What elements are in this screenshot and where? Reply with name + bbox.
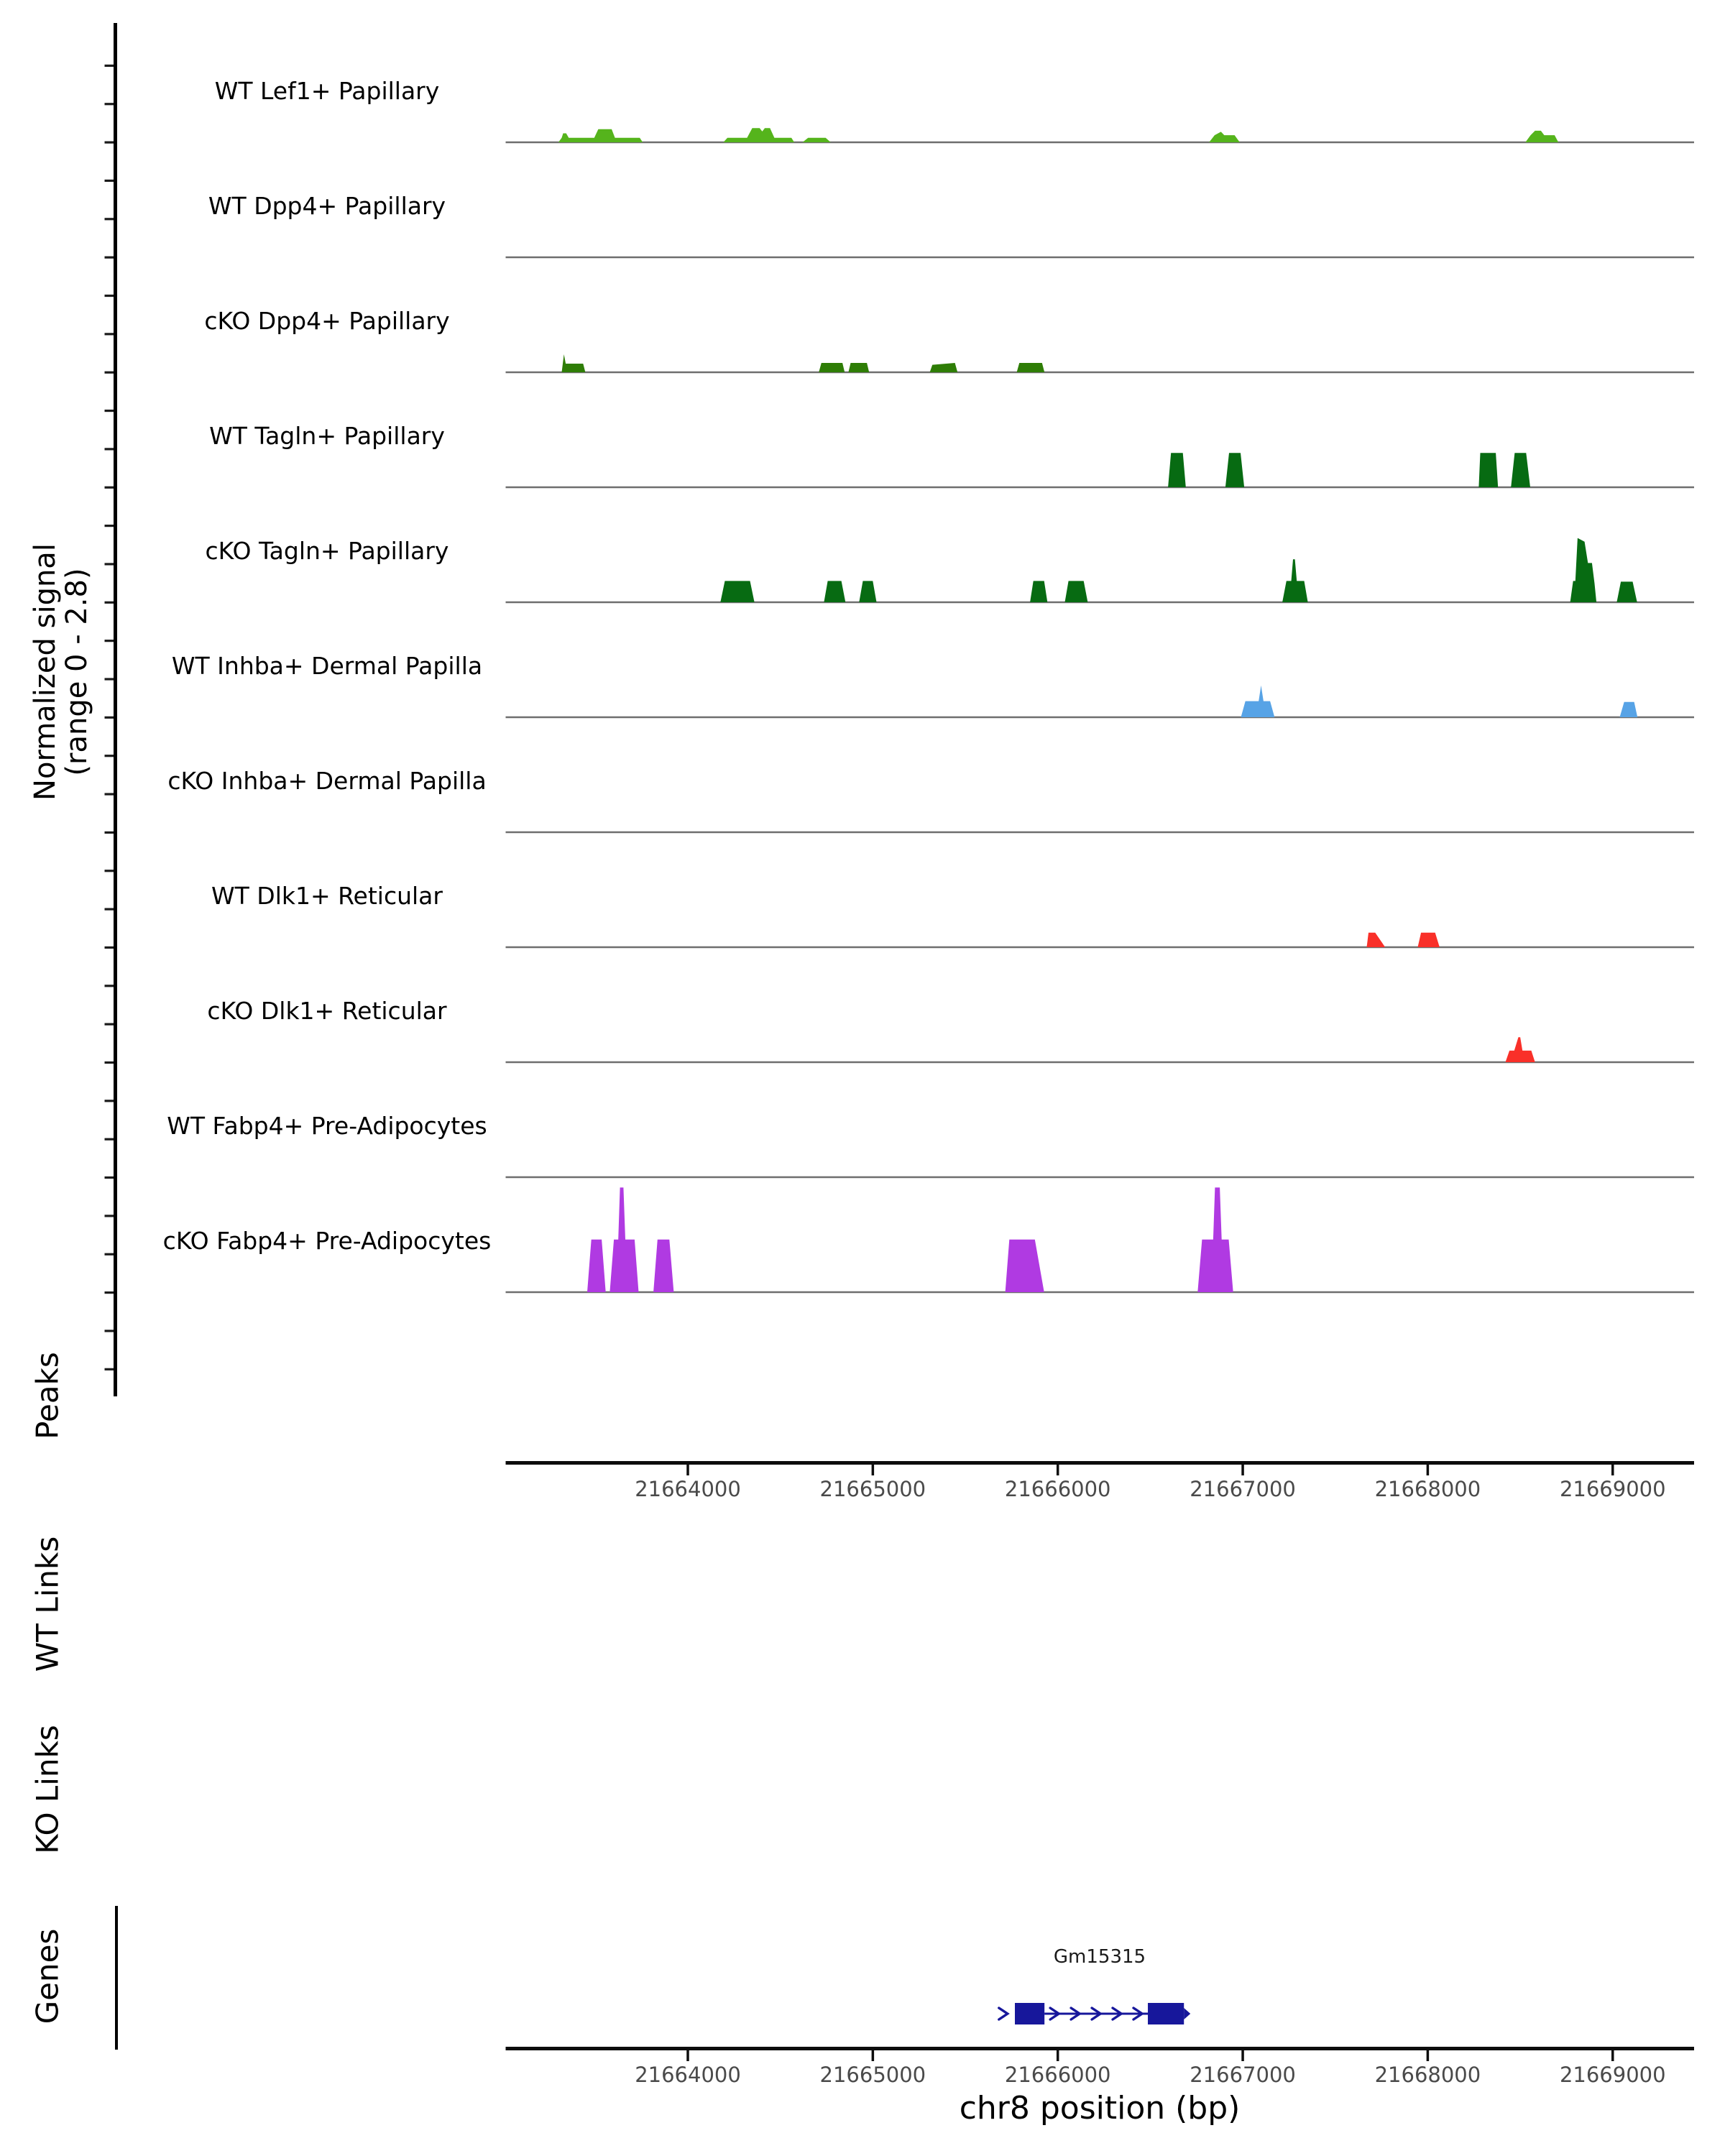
x-axis-tick-label: 21664000 — [635, 2063, 741, 2087]
signal-peak — [1030, 581, 1047, 602]
signal-peak — [587, 1240, 606, 1292]
panel-label-peaks: Peaks — [29, 1352, 65, 1439]
x-axis-tick-label: 21669000 — [1559, 1477, 1666, 1501]
x-axis-tick-label: 21667000 — [1190, 1477, 1296, 1501]
x-axis-line — [506, 2047, 1694, 2050]
track-label: WT Fabp4+ Pre-Adipocytes — [167, 1112, 487, 1140]
gene-exon — [1015, 2003, 1044, 2024]
signal-track — [211, 882, 1694, 947]
track-label: WT Dpp4+ Papillary — [208, 192, 446, 220]
strand-arrow-icon — [999, 2008, 1008, 2019]
genes-panel-spine — [115, 1906, 118, 2050]
signal-track — [208, 192, 1694, 257]
x-axis-title: chr8 position (bp) — [959, 2090, 1241, 2127]
track-label: WT Inhba+ Dermal Papilla — [171, 652, 483, 680]
signal-peak — [1065, 581, 1088, 602]
x-axis-tick-label: 21666000 — [1004, 1477, 1111, 1501]
track-label: cKO Fabp4+ Pre-Adipocytes — [162, 1227, 492, 1255]
signal-peak — [1570, 538, 1597, 602]
signal-peak — [653, 1240, 673, 1292]
gene-exon — [1148, 2003, 1184, 2024]
panel-label-genes: Genes — [29, 1928, 65, 2024]
signal-peak — [1511, 453, 1530, 487]
gene-name-label: Gm15315 — [1053, 1946, 1146, 1968]
signal-track — [206, 537, 1694, 602]
signal-peak — [1367, 933, 1386, 947]
x-axis — [506, 2047, 1694, 2087]
signal-track — [163, 1187, 1694, 1292]
signal-peak — [1241, 686, 1275, 717]
x-axis-line — [506, 1461, 1694, 1465]
gene-end-arrow-icon — [1184, 2008, 1190, 2019]
signal-track — [167, 1112, 1694, 1177]
track-label: WT Lef1+ Papillary — [214, 77, 440, 105]
signal-peak — [723, 128, 794, 142]
track-label: cKO Tagln+ Papillary — [205, 537, 449, 565]
gene-model — [999, 2003, 1190, 2024]
y-axis-label-line2: (range 0 - 2.8) — [60, 568, 93, 776]
signal-peak — [819, 363, 845, 372]
x-axis-tick-label: 21669000 — [1559, 2063, 1666, 2087]
x-axis — [506, 1461, 1694, 1501]
track-label: cKO Dpp4+ Papillary — [204, 307, 450, 335]
signal-peak — [1620, 702, 1638, 717]
x-axis-tick-label: 21667000 — [1190, 2063, 1296, 2087]
signal-peak — [1168, 453, 1186, 487]
signal-peak — [1506, 1037, 1535, 1062]
signal-peak — [1478, 453, 1498, 487]
track-label: cKO Inhba+ Dermal Papilla — [167, 767, 487, 795]
signal-peak — [930, 363, 958, 372]
signal-peak — [848, 363, 869, 372]
signal-peak — [1225, 453, 1244, 487]
signal-peak — [1017, 363, 1045, 372]
signal-track — [209, 422, 1694, 487]
signal-peak — [1418, 933, 1440, 947]
signal-peak — [720, 581, 754, 602]
signal-peak — [803, 138, 831, 142]
x-axis-tick-label: 21668000 — [1374, 2063, 1481, 2087]
x-axis-tick-label: 21665000 — [819, 1477, 926, 1501]
signal-track — [207, 997, 1694, 1062]
signal-peak — [610, 1187, 638, 1292]
signal-peak — [859, 581, 876, 602]
track-label: WT Dlk1+ Reticular — [211, 882, 443, 910]
x-axis-tick-label: 21666000 — [1004, 2063, 1111, 2087]
x-axis-tick-label: 21664000 — [635, 1477, 741, 1501]
x-axis-tick-label: 21665000 — [819, 2063, 926, 2087]
track-label: cKO Dlk1+ Reticular — [207, 997, 447, 1025]
signal-peak — [1197, 1187, 1233, 1292]
track-label: WT Tagln+ Papillary — [209, 422, 445, 450]
signal-track — [204, 307, 1694, 372]
panel-label-ko-links: KO Links — [29, 1725, 65, 1854]
signal-peak — [1282, 559, 1308, 602]
x-axis-tick-label: 21668000 — [1374, 1477, 1481, 1501]
signal-peak — [1525, 131, 1558, 142]
signal-peak — [558, 129, 643, 142]
signal-track — [167, 767, 1694, 832]
y-axis-label-line1: Normalized signal — [29, 543, 62, 801]
signal-track — [172, 652, 1694, 717]
signal-axis-spine — [114, 23, 117, 1396]
panel-label-wt-links: WT Links — [29, 1536, 65, 1672]
signal-peak — [1006, 1240, 1044, 1292]
signal-peak — [1616, 581, 1637, 602]
signal-peak — [824, 581, 845, 602]
signal-track — [215, 77, 1694, 142]
signal-peak — [1209, 132, 1240, 142]
signal-peak — [562, 354, 586, 372]
